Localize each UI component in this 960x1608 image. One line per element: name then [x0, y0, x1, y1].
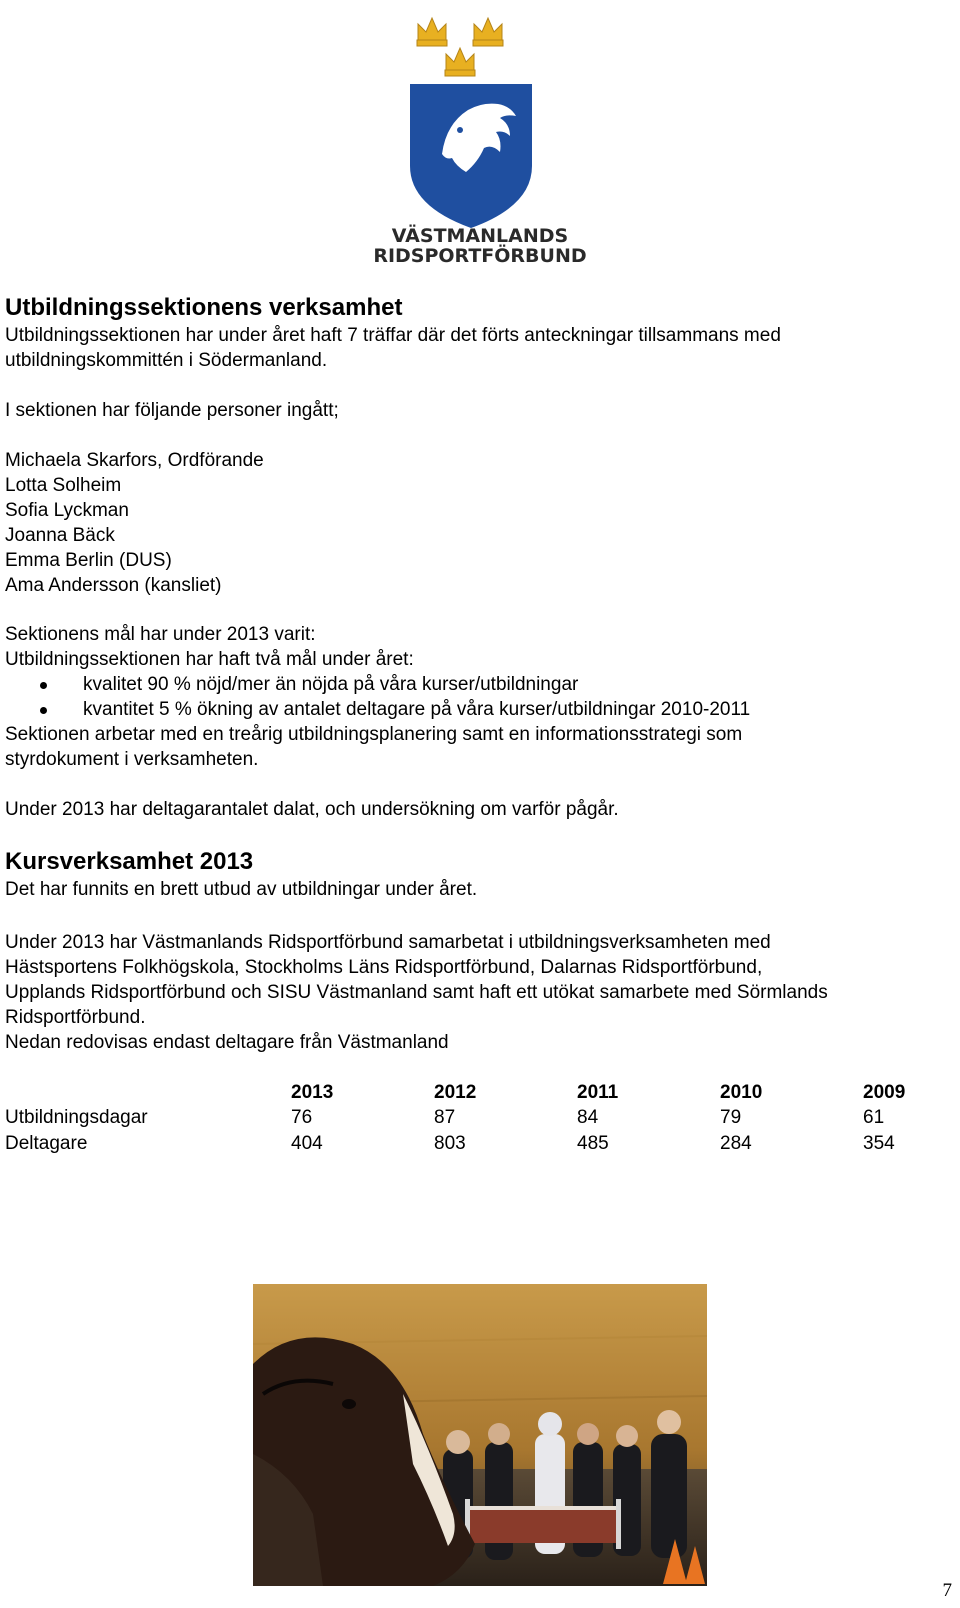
table-header-cell: 2009	[863, 1081, 906, 1103]
list-item	[0, 672, 960, 697]
goals-heading: Sektionens mål har under 2013 varit:	[5, 624, 316, 645]
table-header-cell: 2012	[434, 1081, 477, 1103]
table-cell: 79	[720, 1107, 742, 1129]
riding-lesson-photo	[253, 1284, 707, 1586]
table-cell: 354	[863, 1132, 895, 1154]
table-header-cell: 2013	[291, 1081, 334, 1103]
paragraph: Nedan redovisas endast deltagare från Västmanland	[5, 1032, 449, 1053]
crown-icon	[473, 18, 503, 46]
bullet-icon	[40, 682, 47, 689]
paragraph: Under 2013 har deltagarantalet dalat, och undersökning om varför pågår.	[5, 799, 619, 820]
paragraph: Hästsportens Folkhögskola, Stockholms Läns Ridsportförbund, Dalarnas Ridsportförbund,	[5, 957, 763, 978]
table-cell: 284	[720, 1132, 752, 1154]
table-cell: 61	[863, 1107, 885, 1129]
list-item-text: kvalitet 90 % nöjd/mer än nöjda på våra kurser/utbildningar	[83, 674, 579, 695]
table-cell: 84	[577, 1107, 599, 1129]
table-cell: 803	[434, 1132, 466, 1154]
member-item: Emma Berlin (DUS)	[5, 550, 172, 571]
member-item: Michaela Skarfors, Ordförande	[5, 450, 264, 471]
list-item	[0, 697, 960, 722]
table-cell: 76	[291, 1107, 313, 1129]
section-title: Utbildningssektionens verksamhet	[5, 294, 403, 321]
paragraph: Sektionen arbetar med en treårig utbildningsplanering samt en informationsstrategi som	[5, 724, 743, 745]
bullet-icon	[40, 707, 47, 714]
table-header-cell: 2010	[720, 1081, 763, 1103]
crown-icon	[417, 18, 447, 46]
table-cell: 485	[577, 1132, 609, 1154]
paragraph: styrdokument i verksamheten.	[5, 749, 259, 770]
section-title: Kursverksamhet 2013	[5, 848, 254, 875]
crown-icon	[445, 48, 475, 76]
paragraph: Ridsportförbund.	[5, 1007, 146, 1028]
logo-text-line1: VÄSTMANLANDS	[391, 225, 569, 247]
stats-table	[5, 1080, 923, 1157]
table-row-label: Deltagare	[5, 1132, 88, 1154]
table-row-label: Utbildningsdagar	[5, 1107, 148, 1129]
logo	[360, 6, 600, 270]
table-cell: 404	[291, 1132, 323, 1154]
paragraph: Utbildningssektionen har under året haft 7 träffar där det förts anteckningar tillsammans med	[5, 325, 781, 346]
paragraph: utbildningskommittén i Södermanland.	[5, 350, 328, 371]
table-header-row	[5, 1080, 923, 1106]
goals-intro: Utbildningssektionen har haft två mål under året:	[5, 649, 414, 670]
member-item: Sofia Lyckman	[5, 500, 129, 521]
paragraph: Det har funnits en brett utbud av utbildningar under året.	[5, 879, 478, 900]
member-item: Joanna Bäck	[5, 525, 115, 546]
paragraph: Upplands Ridsportförbund och SISU Västmanland samt haft ett utökat samarbete med Sörmlands	[5, 982, 828, 1003]
members-intro: I sektionen har följande personer ingått;	[5, 400, 339, 421]
page-number: 7	[942, 1580, 952, 1601]
table-cell: 87	[434, 1107, 456, 1129]
logo-text-line2: RIDSPORTFÖRBUND	[373, 245, 587, 267]
table-row	[5, 1131, 923, 1157]
paragraph: Under 2013 har Västmanlands Ridsportförbund samarbetat i utbildningsverksamheten med	[5, 932, 771, 953]
list-item-text: kvantitet 5 % ökning av antalet deltagare på våra kurser/utbildningar 2010-2011	[83, 699, 751, 720]
table-header-cell: 2011	[577, 1081, 619, 1103]
table-header-cell	[5, 1080, 291, 1106]
shield-icon	[410, 84, 532, 228]
member-item: Lotta Solheim	[5, 475, 122, 496]
member-item: Ama Andersson (kansliet)	[5, 575, 222, 596]
table-row	[5, 1106, 923, 1132]
